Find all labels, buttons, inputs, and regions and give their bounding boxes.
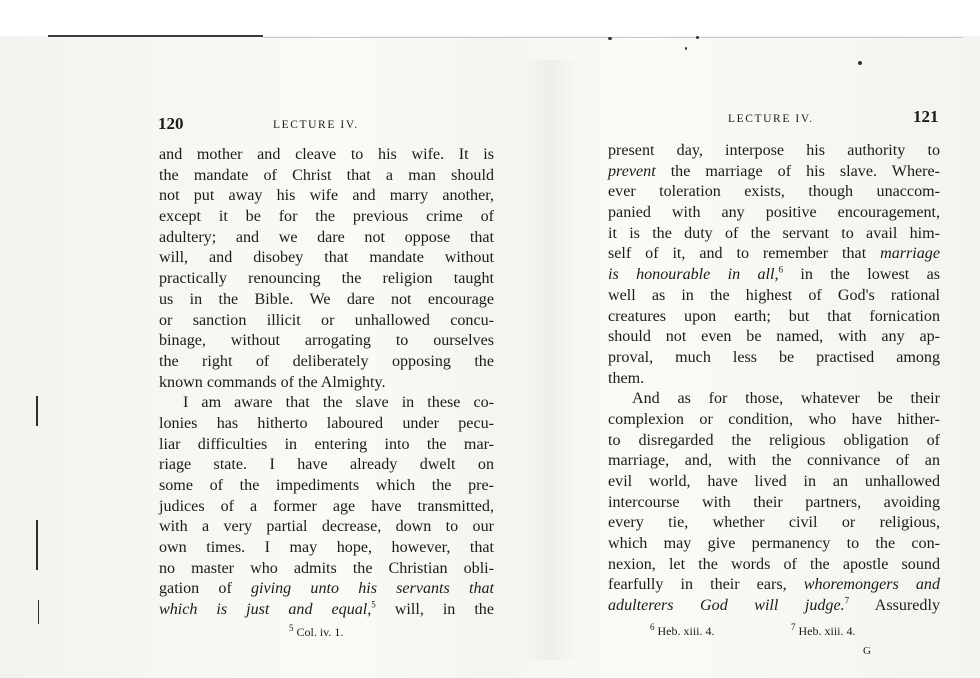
footnote-ref: 7 <box>844 595 850 606</box>
footnote-mark: 7 <box>791 622 796 632</box>
text-line <box>608 555 940 576</box>
text-line <box>159 186 494 207</box>
text-line <box>608 369 940 390</box>
text-segment: is honourable in all, <box>608 266 779 284</box>
text-segment: gation of <box>159 580 251 598</box>
text-line <box>159 290 494 311</box>
text-segment: adulterers God will judge. <box>608 597 845 615</box>
text-line <box>608 265 940 286</box>
text-segment: whoremongers and <box>803 576 941 594</box>
text-segment: practically renouncing the religion taught <box>159 270 494 288</box>
text-line <box>608 513 940 534</box>
text-segment: which may give permanency to the con- <box>608 535 940 553</box>
text-line <box>159 248 494 269</box>
text-segment: giving unto his servants that <box>251 580 495 598</box>
text-line <box>608 410 940 431</box>
text-line <box>608 596 940 617</box>
text-segment: or sanction illicit or unhallowed concu- <box>159 311 494 329</box>
page-number: 120 <box>158 114 184 133</box>
text-line <box>608 203 940 224</box>
text-segment: no master who admits the Christian obli- <box>159 559 494 577</box>
footnote-text: Heb. xiii. 4. <box>798 624 856 638</box>
text-line <box>608 575 940 596</box>
text-segment: every tie, whether civil or religious, <box>608 514 940 532</box>
footnote <box>650 624 715 639</box>
text-segment: present day, interpose his authority to <box>608 142 940 159</box>
text-segment: them. <box>608 369 645 387</box>
page-number: 121 <box>913 107 939 126</box>
footnote <box>791 624 856 639</box>
text-line <box>159 331 494 352</box>
text-line <box>159 145 494 166</box>
text-segment: liar difficulties in entering into the mar- <box>159 435 494 453</box>
text-line <box>608 493 940 514</box>
text-line <box>608 534 940 555</box>
text-segment: binage, without arrogating to ourselves <box>159 332 494 350</box>
text-line <box>608 348 940 369</box>
text-segment: not put away his wife and marry another, <box>159 187 494 205</box>
text-line <box>608 286 940 307</box>
text-segment: it is the duty of the servant to avail him- <box>608 224 940 242</box>
text-line <box>608 182 940 203</box>
running-head: LECTURE IV. <box>273 119 359 131</box>
text-segment: Assuredly <box>849 597 940 615</box>
footnote-mark: 5 <box>289 623 294 633</box>
footnote-text: Heb. xiii. 4. <box>657 624 715 638</box>
text-line <box>608 431 940 452</box>
text-segment: some of the impediments which the pre- <box>159 477 494 494</box>
text-segment: complexion or condition, who have hither- <box>608 410 940 428</box>
footnote-ref: 6 <box>778 264 784 275</box>
text-line <box>159 579 494 600</box>
text-segment: proval, much less be practised among <box>608 348 940 366</box>
text-segment: judices of a former age have transmitted, <box>159 497 494 515</box>
text-line <box>159 435 494 456</box>
text-segment: will, in the <box>375 601 494 619</box>
text-segment: the mandate of Christ that a man should <box>159 166 494 184</box>
text-segment: in the lowest as <box>783 266 940 284</box>
text-line <box>608 244 940 265</box>
text-segment: ever toleration exists, though unaccom- <box>608 183 940 201</box>
text-segment: marriage, and, with the connivance of an <box>608 452 940 470</box>
text-line <box>159 455 494 476</box>
body-text <box>159 145 494 621</box>
text-segment: panied with any positive encouragement, <box>608 204 940 222</box>
text-segment: and mother and cleave to his wife. It is <box>159 146 494 163</box>
text-segment: will, and disobey that mandate without <box>159 249 494 267</box>
text-line <box>159 517 494 538</box>
text-segment: the right of deliberately opposing the <box>159 352 494 370</box>
text-line <box>159 393 494 414</box>
text-segment: us in the Bible. We dare not encourage <box>159 290 494 308</box>
text-segment: with a very partial decrease, down to our <box>159 518 494 536</box>
text-segment: nexion, let the words of the apostle sound <box>608 555 940 573</box>
text-line <box>159 269 494 290</box>
text-line <box>608 224 940 245</box>
text-segment: should not even be named, with any ap- <box>608 328 940 346</box>
text-segment: except it be for the previous crime of <box>159 208 494 226</box>
text-segment: to disregarded the religious obligation of <box>608 431 940 449</box>
book-gutter <box>520 60 580 660</box>
body-text <box>608 141 940 617</box>
text-line <box>159 559 494 580</box>
text-segment: own times. I may hope, however, that <box>159 539 494 557</box>
text-line <box>159 207 494 228</box>
footnote-text: Col. iv. 1. <box>296 625 344 639</box>
text-segment: riage state. I have already dwelt on <box>159 456 494 474</box>
text-segment: self of it, and to remember that <box>608 245 881 263</box>
text-segment: evil world, have lived in an unhallowed <box>608 473 940 490</box>
printer-signature: G <box>863 645 872 657</box>
text-line <box>608 389 940 410</box>
text-line <box>159 476 494 497</box>
text-segment: prevent <box>608 162 656 180</box>
right-page <box>580 0 980 678</box>
text-line <box>159 228 494 249</box>
text-segment: intercourse with their partners, avoiding <box>608 493 940 511</box>
text-line <box>608 307 940 328</box>
text-segment: marriage <box>880 245 940 263</box>
text-line <box>159 414 494 435</box>
text-segment: adultery; and we dare not oppose that <box>159 228 494 246</box>
text-segment: fearfully in their ears, <box>608 576 804 594</box>
text-line <box>159 311 494 332</box>
text-line <box>159 373 494 394</box>
text-segment: known commands of the Almighty. <box>159 373 386 391</box>
text-line <box>608 162 940 183</box>
text-line <box>159 600 494 621</box>
text-segment: well as in the highest of God's rational <box>608 286 940 304</box>
footnote-ref: 5 <box>371 599 376 610</box>
text-line <box>608 451 940 472</box>
text-line <box>159 352 494 373</box>
text-segment: lonies has hitherto laboured under pecu- <box>159 414 494 432</box>
text-segment: I am aware that the slave in these co- <box>183 394 494 412</box>
text-segment: creatures upon earth; but that fornication <box>608 307 940 325</box>
text-line <box>159 538 494 559</box>
footnote <box>289 625 343 640</box>
text-line <box>608 327 940 348</box>
footnote-mark: 6 <box>650 622 655 632</box>
text-line <box>159 497 494 518</box>
running-head: LECTURE IV. <box>728 113 814 125</box>
text-segment: which is just and equal, <box>159 601 372 619</box>
text-line <box>608 141 940 162</box>
text-line <box>608 472 940 493</box>
text-segment: And as for those, whatever be their <box>632 390 940 408</box>
text-segment: the marriage of his slave. Where- <box>655 162 940 180</box>
text-line <box>159 166 494 187</box>
